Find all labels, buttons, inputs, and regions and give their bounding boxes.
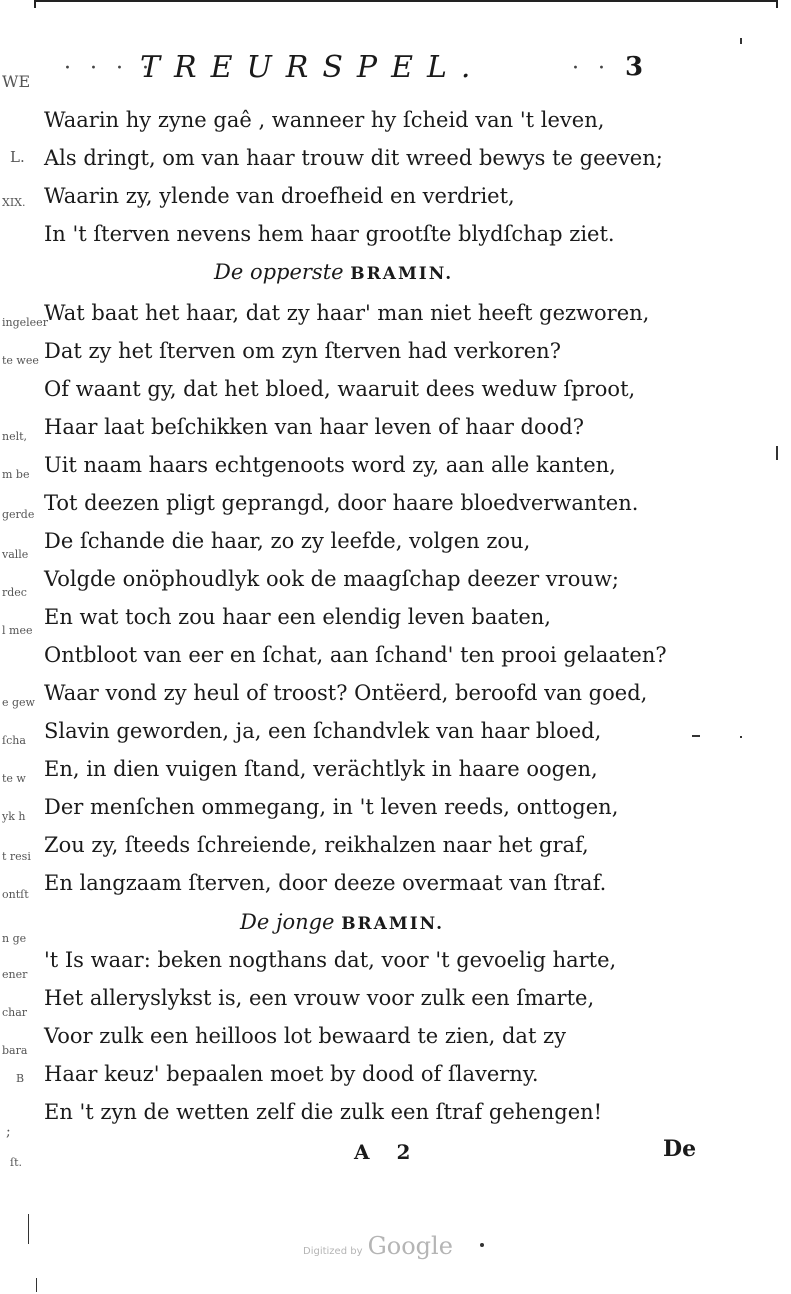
margin-fragment: te wee (2, 354, 39, 367)
margin-fragment: rdec (2, 586, 27, 599)
verse-line: Uit naam haars echtgenoots word zy, aan alle kanten, (44, 453, 616, 477)
margin-fragment: ontſt (2, 888, 29, 901)
verse-line: Als dringt, om van haar trouw dit wreed bewys te geeven; (44, 146, 663, 170)
speaker-name: BRAMIN. (341, 914, 445, 934)
speaker-heading (240, 912, 444, 933)
verse-line: Volgde onöphoudlyk ook de maagſchap deezer vrouw; (44, 567, 619, 591)
page-number: 3 (625, 52, 644, 82)
running-head: TREURSPEL. (140, 50, 485, 85)
speaker-role: De opperste (214, 260, 344, 284)
verse-line: En wat toch zou haar een elendig leven baaten, (44, 605, 551, 629)
margin-fragment: char (2, 1006, 28, 1019)
margin-fragment: t resi (2, 850, 31, 863)
verse-line: Zou zy, ſteeds ſchreiende, reikhalzen naar het graf, (44, 833, 589, 857)
verse-line: Haar laat beſchikken van haar leven of haar dood? (44, 415, 584, 439)
margin-fragment: ingeleer (2, 316, 48, 329)
margin-fragment: te w (2, 772, 26, 785)
margin-fragment: L. (10, 148, 25, 166)
margin-fragment: ; (6, 1124, 11, 1140)
verse-line: Het alleryslykst is, een vrouw voor zulk een ſmarte, (44, 986, 595, 1010)
margin-fragment: e gew (2, 696, 35, 709)
margin-fragment: gerde (2, 508, 35, 521)
verse-line: En langzaam ſterven, door deeze overmaat van ſtraf. (44, 871, 607, 895)
verse-line: Ontbloot van eer en ſchat, aan ſchand' ten prooi gelaaten? (44, 643, 667, 667)
ink-speck (740, 38, 742, 44)
page-top-edge (34, 0, 778, 8)
margin-fragment: WE (2, 72, 31, 91)
ink-speck (28, 1214, 29, 1244)
speaker-role: De jonge (240, 910, 335, 934)
verse-line: Haar keuz' bepaalen moet by dood of ſlaverny. (44, 1062, 539, 1086)
ink-speck (692, 735, 700, 737)
verse-line: En 't zyn de wetten zelf die zulk een ſtraf gehengen! (44, 1100, 603, 1124)
verse-line: En, in dien vuigen ſtand, verächtlyk in haare oogen, (44, 757, 598, 781)
verse-line: Voor zulk een heilloos lot bewaard te zien, dat zy (44, 1024, 566, 1048)
margin-fragment: XIX. (2, 196, 26, 209)
decorative-dots-left: · · · · (64, 56, 155, 81)
verse-line: Slavin geworden, ja, een ſchandvlek van haar bloed, (44, 719, 602, 743)
verse-line: Wat baat het haar, dat zy haar' man niet heeft gezworen, (44, 301, 650, 325)
verse-line: De ſchande die haar, zo zy leefde, volgen zou, (44, 529, 531, 553)
verse-line: Dat zy het ſterven om zyn ſterven had verkoren? (44, 339, 561, 363)
verse-line: Der menſchen ommegang, in 't leven reeds, onttogen, (44, 795, 619, 819)
margin-fragment: yk h (2, 810, 26, 823)
digitized-watermark (303, 1232, 453, 1260)
margin-fragment: m be (2, 468, 30, 481)
margin-fragment: bara (2, 1044, 28, 1057)
speaker-heading (214, 262, 453, 283)
watermark-brand: Google (367, 1232, 453, 1260)
verse-line: Tot deezen pligt geprangd, door haare bloedverwanten. (44, 491, 639, 515)
verse-line: Of waant gy, dat het bloed, waaruit dees weduw ſproot, (44, 377, 636, 401)
ink-speck (36, 1278, 37, 1292)
decorative-dots-right: · · (572, 56, 611, 81)
verse-line: 't Is waar: beken nogthans dat, voor 't gevoelig harte, (44, 948, 617, 972)
margin-fragment: B (16, 1072, 25, 1085)
margin-fragment: ener (2, 968, 28, 981)
margin-fragment: ſt. (10, 1156, 22, 1169)
catchword: De (663, 1136, 697, 1162)
verse-line: In 't ſterven nevens hem haar grootſte blydſchap ziet. (44, 222, 615, 246)
margin-fragment: l mee (2, 624, 33, 637)
speaker-name: BRAMIN. (350, 264, 454, 284)
watermark-prefix: Digitized by (303, 1246, 363, 1257)
signature-mark: A 2 (354, 1140, 421, 1164)
margin-fragment: nelt, (2, 430, 28, 443)
ink-speck (480, 1243, 484, 1247)
margin-fragment: valle (2, 548, 29, 561)
margin-fragment: n ge (2, 932, 27, 945)
margin-fragment: ſcha (2, 734, 26, 747)
verse-line: Waarin zy, ylende van droefheid en verdriet, (44, 184, 515, 208)
verse-line: Waarin hy zyne gaê , wanneer hy ſcheid van 't leven, (44, 108, 605, 132)
ink-speck (776, 446, 778, 460)
verse-line: Waar vond zy heul of troost? Ontëerd, beroofd van goed, (44, 681, 648, 705)
ink-speck (740, 736, 742, 738)
